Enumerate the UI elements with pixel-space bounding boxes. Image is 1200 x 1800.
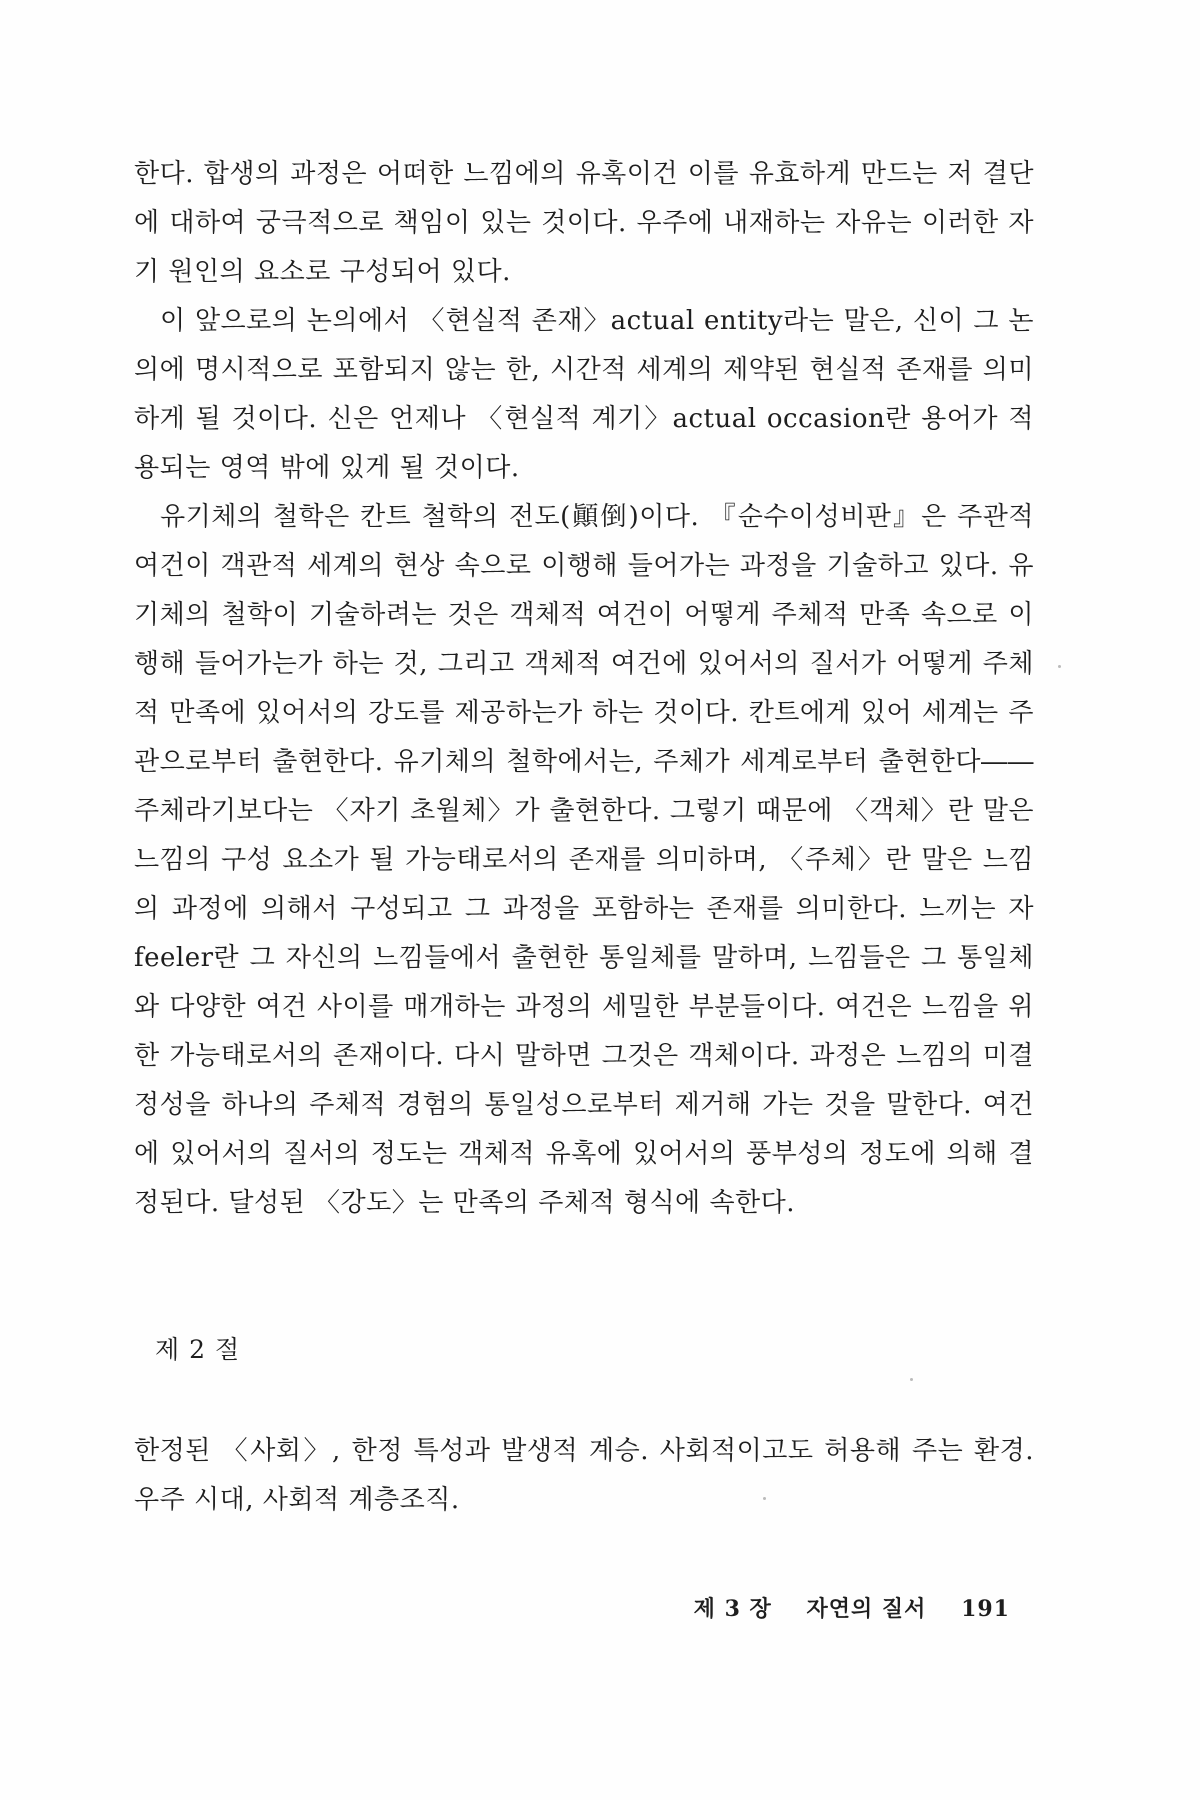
scan-speck — [1058, 665, 1061, 668]
paragraph-philosophy-of-organism: 유기체의 철학은 칸트 철학의 전도(顚倒)이다. 『순수이성비판』은 주관적 여건이 객관적 세계의 현상 속으로 이행해 들어가는 과정을 기술하고 있다. 유기체의 철학이 기술하려는 것은 객체적 여건이 어떻게 주체적 만족 속으로 이행해 들어가는가 하는 것, 그리고 객체적 여건에 있어서의 질서가 어떻게 주체적 만족에 있어서의 강도를 제공하는가 하는 것이다. 칸트에게 있어 세계는 주관으로부터 출현한다. 유기체의 철학에서는, 주체가 세계로부터 출현한다――주체라기보다는 〈자기 초월체〉가 출현한다. 그렇기 때문에 〈객체〉란 말은 느낌의 구성 요소가 될 가능태로서의 존재를 의미하며, 〈주체〉란 말은 느낌의 과정에 의해서 구성되고 그 과정을 포함하는 존재를 의미한다. 느끼는 자 feeler란 그 자신의 느낌들에서 출현한 통일체를 말하며, 느낌들은 그 통일체와 다양한 여건 사이를 매개하는 과정의 세밀한 부분들이다. 여건은 느낌을 위한 가능태로서의 존재이다. 다시 말하면 그것은 객체이다. 과정은 느낌의 미결정성을 하나의 주체적 경험의 통일성으로부터 제거해 가는 것을 말한다. 여건에 있어서의 질서의 정도는 객체적 유혹에 있어서의 풍부성의 정도에 의해 결정된다. 달성된 〈강도〉는 만족의 주체적 형식에 속한다. — [134, 502, 1034, 1218]
scan-speck — [763, 1497, 766, 1500]
body-text — [134, 150, 1034, 1228]
section-summary — [134, 1427, 1034, 1525]
running-footer — [690, 1592, 1010, 1623]
paragraph-actual-entity: 이 앞으로의 논의에서 〈현실적 존재〉actual entity라는 말은, 신이 그 논의에 명시적으로 포함되지 않는 한, 시간적 세계의 제약된 현실적 존재를 의미하게 될 것이다. 신은 언제나 〈현실적 계기〉actual occasion란 용어가 적용되는 영역 밖에 있게 될 것이다. — [134, 306, 1034, 483]
chapter-number: 제 3 장 — [693, 1596, 772, 1622]
chapter-title: 자연의 질서 — [806, 1596, 927, 1622]
scan-speck — [910, 1378, 913, 1381]
page-number: 191 — [961, 1596, 1010, 1622]
section-summary-text: 한정된 〈사회〉, 한정 특성과 발생적 계승. 사회적이고도 허용해 주는 환경. 우주 시대, 사회적 계층조직. — [134, 1436, 1034, 1515]
paragraph-continuation: 한다. 합생의 과정은 어떠한 느낌에의 유혹이건 이를 유효하게 만드는 저 결단에 대하여 궁극적으로 책임이 있는 것이다. 우주에 내재하는 자유는 이러한 자기 원인의 요소로 구성되어 있다. — [134, 159, 1034, 287]
section-heading: 제 2 절 — [155, 1335, 241, 1364]
